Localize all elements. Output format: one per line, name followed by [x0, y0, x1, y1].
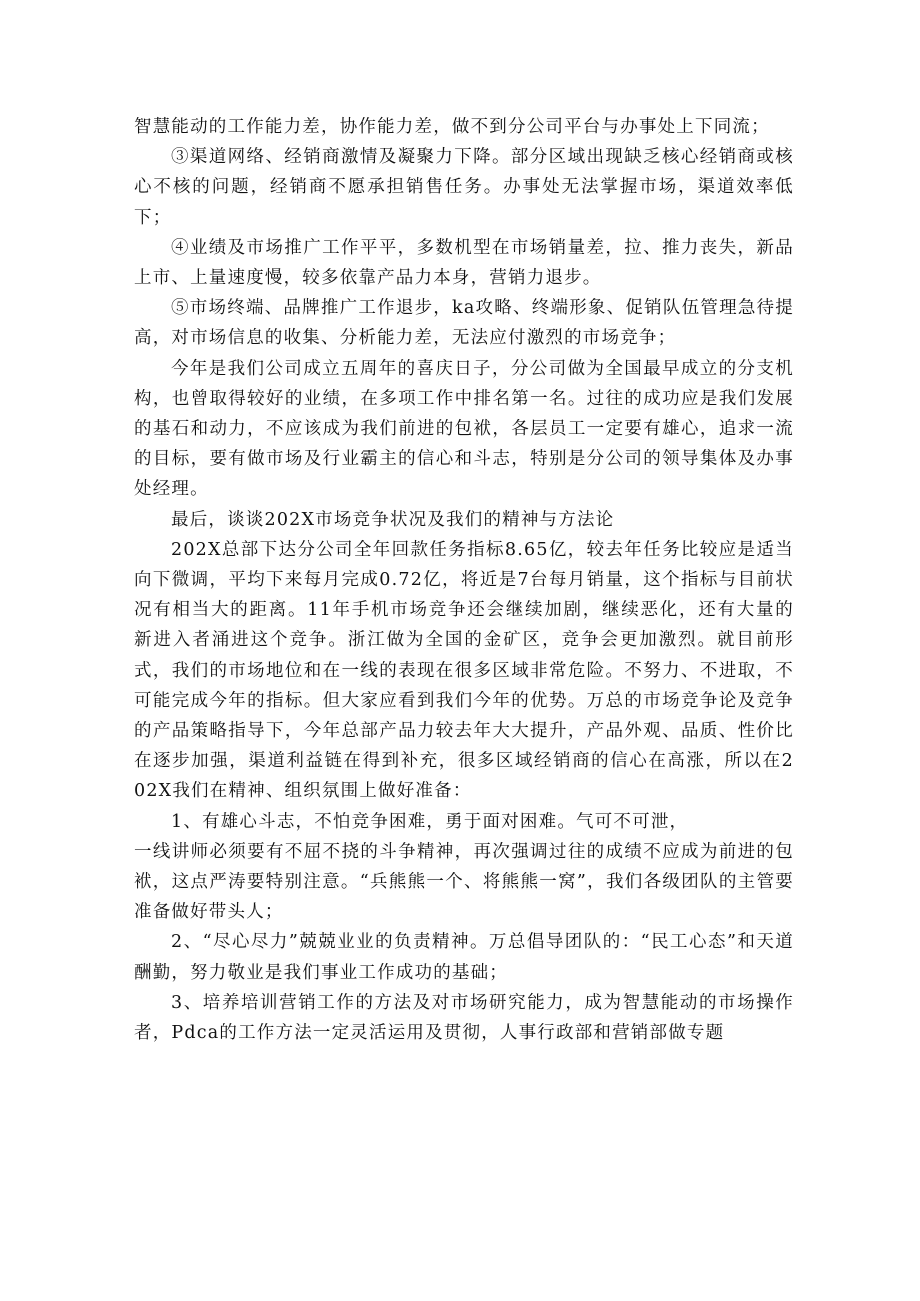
paragraph-10: 2、“尽心尽力”兢兢业业的负责精神。万总倡导团队的：“民工心态”和天道酬勤，努力敬业是我们事业工作成功的基础；	[134, 932, 794, 983]
paragraph-5: 今年是我们公司成立五周年的喜庆日子，分公司做为全国最早成立的分支机构，也曾取得较好的业绩，在多项工作中排名第一名。过往的成功应是我们发展的基石和动力，不应该成为我们前进的包袱，各层员工一定要有雄心，追求一流的目标，要有做市场及行业霸主的信心和斗志，特别是分公司的领导集体及办事处经理。	[134, 358, 794, 500]
paragraph-3: ④业绩及市场推广工作平平，多数机型在市场销量差，拉、推力丧失，新品上市、上量速度慢，较多依靠产品力本身，营销力退步。	[134, 237, 794, 289]
paragraph-1: 智慧能动的工作能力差，协作能力差，做不到分公司平台与办事处上下同流；	[134, 117, 770, 137]
paragraph-9: 一线讲师必须要有不屈不挠的斗争精神，再次强调过往的成绩不应成为前进的包袱，这点严涛要特别注意。“兵熊熊一个、将熊熊一窝”，我们各级团队的主管要准备做好带头人；	[134, 841, 794, 923]
document-body	[134, 112, 794, 1048]
paragraph-7: 202X总部下达分公司全年回款任务指标8.65亿，较去年任务比较应是适当向下微调，平均下来每月完成0.72亿，将近是7台每月销量，这个指标与目前状况有相当大的距离。11年手机市场竞争还会继续加剧，继续恶化，还有大量的新进入者涌进这个竞争。浙江做为全国的金矿区，竞争会更加激烈。就目前形式，我们的市场地位和在一线的表现在很多区域非常危险。不努力、不进取，不可能完成今年的指标。但大家应看到我们今年的优势。万总的市场竞争论及竞争的产品策略指导下，今年总部产品力较去年大大提升，产品外观、品质、性价比在逐步加强，渠道利益链在得到补充，很多区域经销商的信心在高涨，所以在202X我们在精神、组织氛围上做好准备：	[134, 539, 794, 802]
paragraph-8: 1、有雄心斗志，不怕竞争困难，勇于面对困难。气可不可泄，	[171, 811, 689, 832]
paragraph-4: ⑤市场终端、品牌推广工作退步，ka攻略、终端形象、促销队伍管理急待提高，对市场信息的收集、分析能力差，无法应付激烈的市场竞争；	[134, 298, 794, 349]
paragraph-6: 最后，谈谈202X市场竞争状况及我们的精神与方法论	[171, 509, 615, 530]
paragraph-11: 3、培养培训营销工作的方法及对市场研究能力，成为智慧能动的市场操作者，Pdca的工作方法一定灵活运用及贯彻，人事行政部和营销部做专题	[134, 992, 794, 1044]
paragraph-2: ③渠道网络、经销商激情及凝聚力下降。部分区域出现缺乏核心经销商或核心不核的问题，经销商不愿承担销售任务。办事处无法掌握市场，渠道效率低下；	[134, 147, 794, 228]
